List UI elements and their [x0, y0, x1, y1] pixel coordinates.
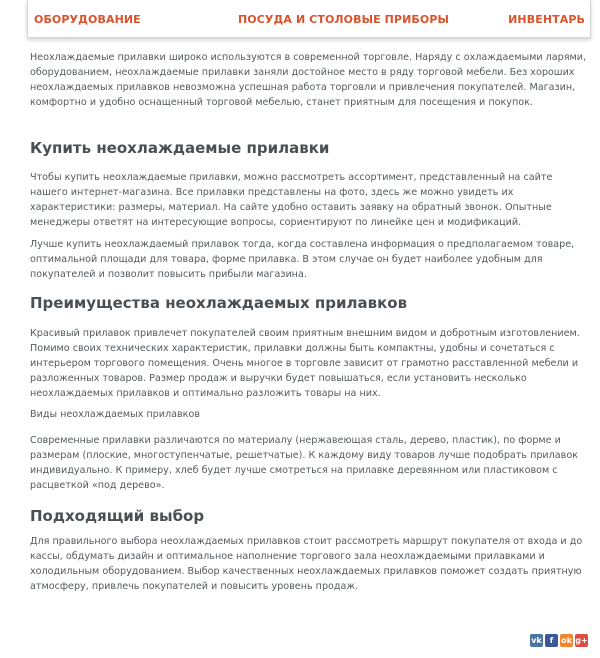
- top-navigation: [27, 0, 591, 38]
- heading-choice: Подходящий выбор: [30, 507, 205, 525]
- buy-paragraph-2: Лучше купить неохлаждаемый прилавок тогда, когда составлена информация о предполагаемом товаре, оптимальной площади для товара, форме прилавка. В этом случае он будет наиболее удобным для покупателей и позволит повысить прибыли магазина.: [30, 239, 575, 280]
- odnoklassniki-share-icon[interactable]: ok: [561, 636, 572, 645]
- heading-advantages: Преимущества неохлаждаемых прилавков: [30, 294, 408, 312]
- heading-buy: Купить неохлаждаемые прилавки: [30, 139, 330, 157]
- advantages-paragraph-1: Красивый прилавок привлечет покупателей своим приятным внешним видом и добротным изготовлением. Помимо своих технических характеристик, прилавки должны быть компактны, удобны и сочетаться с интерьером торгового помещения. Очень многое в торговле зависит от грамотно расставленной мебели и разложенных товаров. Размер продаж и выручки будет повышаться, если установить несколько неохлаждаемых прилавков и оптимально разложить товары на них.: [30, 328, 580, 399]
- google-plus-share-icon[interactable]: g+: [575, 636, 588, 645]
- vk-share-icon[interactable]: vk: [531, 636, 542, 645]
- nav-link-equipment[interactable]: ОБОРУДОВАНИЕ: [34, 13, 141, 26]
- nav-link-inventory[interactable]: ИНВЕНТАРЬ: [508, 13, 585, 26]
- buy-paragraph-1: Чтобы купить неохлаждаемые прилавки, можно рассмотреть ассортимент, представленный на сайте нашего интернет-магазина. Все прилавки представлены на фото, здесь же можно увидеть их характеристики: размеры, материал. На сайте удобно оставить заявку на обратный звонок. Опытные менеджеры ответят на интересующие вопросы, сориентируют по линейке цен и модификаций.: [30, 172, 553, 228]
- kinds-subheading: Виды неохлаждаемых прилавков: [30, 409, 200, 420]
- choice-paragraph: Для правильного выбора неохлаждаемых прилавков стоит рассмотреть маршрут покупателя от входа и до кассы, обдумать дизайн и оптимальное наполнение торгового зала неохлаждаемыми прилавками и холодильным оборудованием. Выбор качественных неохлаждаемых прилавков поможет создать приятную атмосферу, привлечь покупателей и повысить уровень продаж.: [30, 536, 583, 592]
- facebook-share-icon[interactable]: f: [545, 634, 558, 647]
- nav-link-tableware[interactable]: ПОСУДА И СТОЛОВЫЕ ПРИБОРЫ: [238, 13, 449, 26]
- intro-paragraph: Неохлаждаемые прилавки широко используются в современной торговле. Наряду с охлаждаемыми ларями, оборудованием, неохлаждаемые прилавки заняли достойное место в ряду торговой мебели. Без хороших неохлаждаемых прилавков невозможна успешная работа торговли и привлечения покупателей. Магазин, комфортно и удобно оснащенный торговой мебелью, станет приятным для посещения и покупок.: [30, 52, 587, 108]
- advantages-paragraph-2: Современные прилавки различаются по материалу (нержавеющая сталь, дерево, пластик), по форме и размерам (плоские, многоступенчатые, решетчатые). К каждому виду товаров лучше подобрать прилавок индивидуально. К примеру, хлеб будет лучше смотреться на прилавке деревянном или пластиковом с расцветкой «под дерево».: [30, 435, 579, 491]
